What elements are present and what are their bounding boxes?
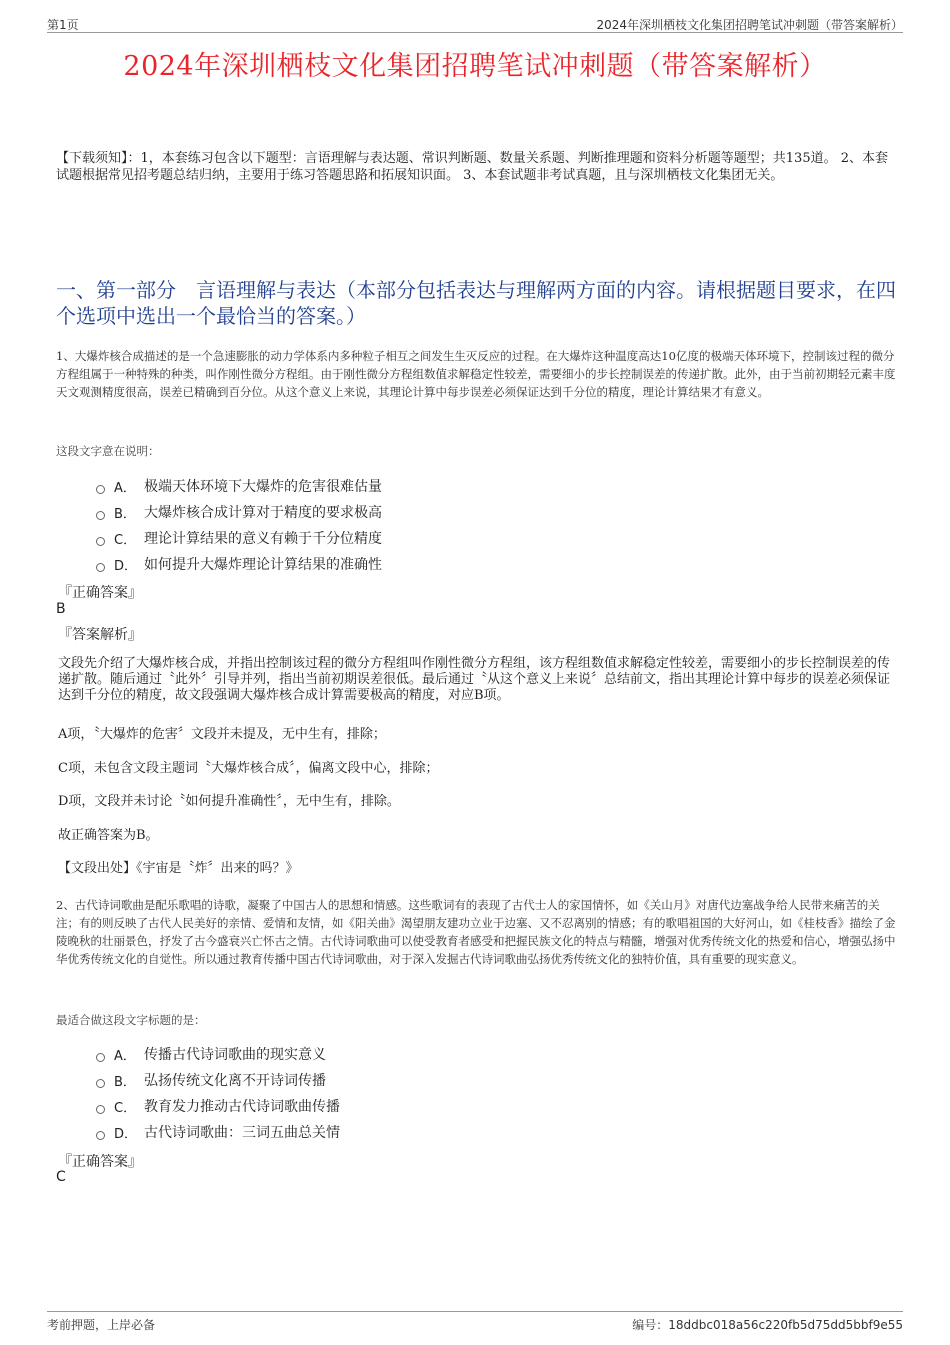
- analysis-option-c: C项，未包含文段主题词〝大爆炸核合成〞，偏离文段中心，排除；: [58, 761, 439, 776]
- option-c[interactable]: C． 教育发力推动古代诗词歌曲传播: [96, 1093, 340, 1119]
- question-2-options: [96, 1041, 340, 1145]
- radio-icon[interactable]: [96, 563, 105, 572]
- option-c[interactable]: C． 理论计算结果的意义有赖于千分位精度: [96, 525, 382, 551]
- header-doc-title: 2024年深圳栖枝文化集团招聘笔试冲刺题（带答案解析）: [596, 18, 903, 32]
- analysis-conclusion: 故正确答案为B。: [58, 828, 159, 843]
- analysis-option-d: D项，文段并未讨论〝如何提升准确性〞，无中生有，排除。: [58, 794, 400, 809]
- footer-slogan: 考前押题，上岸必备: [47, 1318, 156, 1332]
- question-1-options: [96, 473, 382, 577]
- radio-icon[interactable]: [96, 511, 105, 520]
- option-a[interactable]: A． 传播古代诗词歌曲的现实意义: [96, 1041, 340, 1067]
- option-b[interactable]: B． 大爆炸核合成计算对于精度的要求极高: [96, 499, 382, 525]
- analysis-source: 【文段出处】《宇宙是〝炸〞出来的吗？》: [58, 861, 299, 876]
- section-heading: 一、第一部分 言语理解与表达（本部分包括表达与理解两方面的内容。请根据题目要求，在四个选项中选出一个最恰当的答案。）: [56, 278, 896, 328]
- analysis-paragraph: 文段先介绍了大爆炸核合成，并指出控制该过程的微分方程组叫作刚性微分方程组，该方程组数值求解稳定性较差，需要细小的步长控制误差的传递扩散。随后通过〝此外〞引导并列，指出当前初期误差很低。最后通过〝从这个意义上来说〞总结前文，指出其理论计算中每步的误差必须保证达到千分位的精度，故文段强调大爆炸核合成计算需要极高的精度，对应B项。: [58, 656, 891, 703]
- question-1-prompt: 这段文字意在说明：: [56, 444, 160, 458]
- question-2-prompt: 最适合做这段文字标题的是：: [56, 1013, 206, 1027]
- radio-icon[interactable]: [96, 537, 105, 546]
- question-1-text: 1、大爆炸核合成描述的是一个急速膨胀的动力学体系内多种粒子相互之间发生生灭反应的过程。在大爆炸这种温度高达10亿度的极端天体环境下，控制该过程的微分方程组属于一种特殊的种类，叫作刚性微分方程组。由于刚性微分方程组数值求解稳定性较差，需要细小的步长控制误差的传递扩散。此外，由于当前初期轻元素丰度天文观测精度很高，误差已精确到百分位。从这个意义上来说，其理论计算中每步误差必须保证达到千分位的精度，理论计算结果才有意义。: [56, 349, 896, 399]
- answer-value: C: [56, 1169, 66, 1185]
- page-footer: [47, 1311, 903, 1332]
- answer-value: B: [56, 601, 66, 617]
- radio-icon[interactable]: [96, 1079, 105, 1088]
- document-title: 2024年深圳栖枝文化集团招聘笔试冲刺题（带答案解析）: [123, 51, 827, 82]
- download-notice: 【下载须知】：1，本套练习包含以下题型：言语理解与表达题、常识判断题、数量关系题、判断推理题和资料分析题等题型；共135道。 2、本套试题根据常见招考题总结归纳，主要用于练习答题思路和拓展知识面。 3、本套试题非考试真题，且与深圳栖枝文化集团无关。: [56, 151, 888, 183]
- option-d[interactable]: D． 古代诗词歌曲：三词五曲总关情: [96, 1119, 340, 1145]
- answer-label: 『正确答案』: [58, 585, 142, 601]
- page-number: 第1页: [47, 18, 79, 32]
- radio-icon[interactable]: [96, 1053, 105, 1062]
- analysis-option-a: A项，〝大爆炸的危害〞文段并未提及，无中生有，排除；: [58, 727, 386, 742]
- option-d[interactable]: D． 如何提升大爆炸理论计算结果的准确性: [96, 551, 382, 577]
- answer-label: 『正确答案』: [58, 1154, 142, 1170]
- option-b[interactable]: B． 弘扬传统文化离不开诗词传播: [96, 1067, 340, 1093]
- radio-icon[interactable]: [96, 1105, 105, 1114]
- radio-icon[interactable]: [96, 1131, 105, 1140]
- radio-icon[interactable]: [96, 485, 105, 494]
- document-code: 编号：18ddbc018a56c220fb5d75dd5bbf9e55: [632, 1318, 903, 1332]
- page-header: [47, 14, 903, 33]
- option-a[interactable]: A． 极端天体环境下大爆炸的危害很难估量: [96, 473, 382, 499]
- question-2-text: 2、古代诗词歌曲是配乐歌唱的诗歌，凝聚了中国古人的思想和情感。这些歌词有的表现了古代士人的家国情怀，如《关山月》对唐代边塞战争给人民带来痛苦的关注；有的则反映了古代人民美好的亲情、爱情和友情，如《阳关曲》渴望朋友建功立业于边塞、又不忍离别的情感；有的歌唱祖国的大好河山，如《桂枝香》描绘了金陵晚秋的壮丽景色，抒发了古今盛衰兴亡怀古之情。古代诗词歌曲可以使受教育者感受和把握民族文化的特点与精髓，增强对优秀传统文化的热爱和信心，增强弘扬中华优秀传统文化的自觉性。所以通过教育传播中国古代诗词歌曲，对于深入发掘古代诗词歌曲弘扬优秀传统文化的独特价值，具有重要的现实意义。: [56, 898, 896, 966]
- analysis-label: 『答案解析』: [58, 627, 142, 643]
